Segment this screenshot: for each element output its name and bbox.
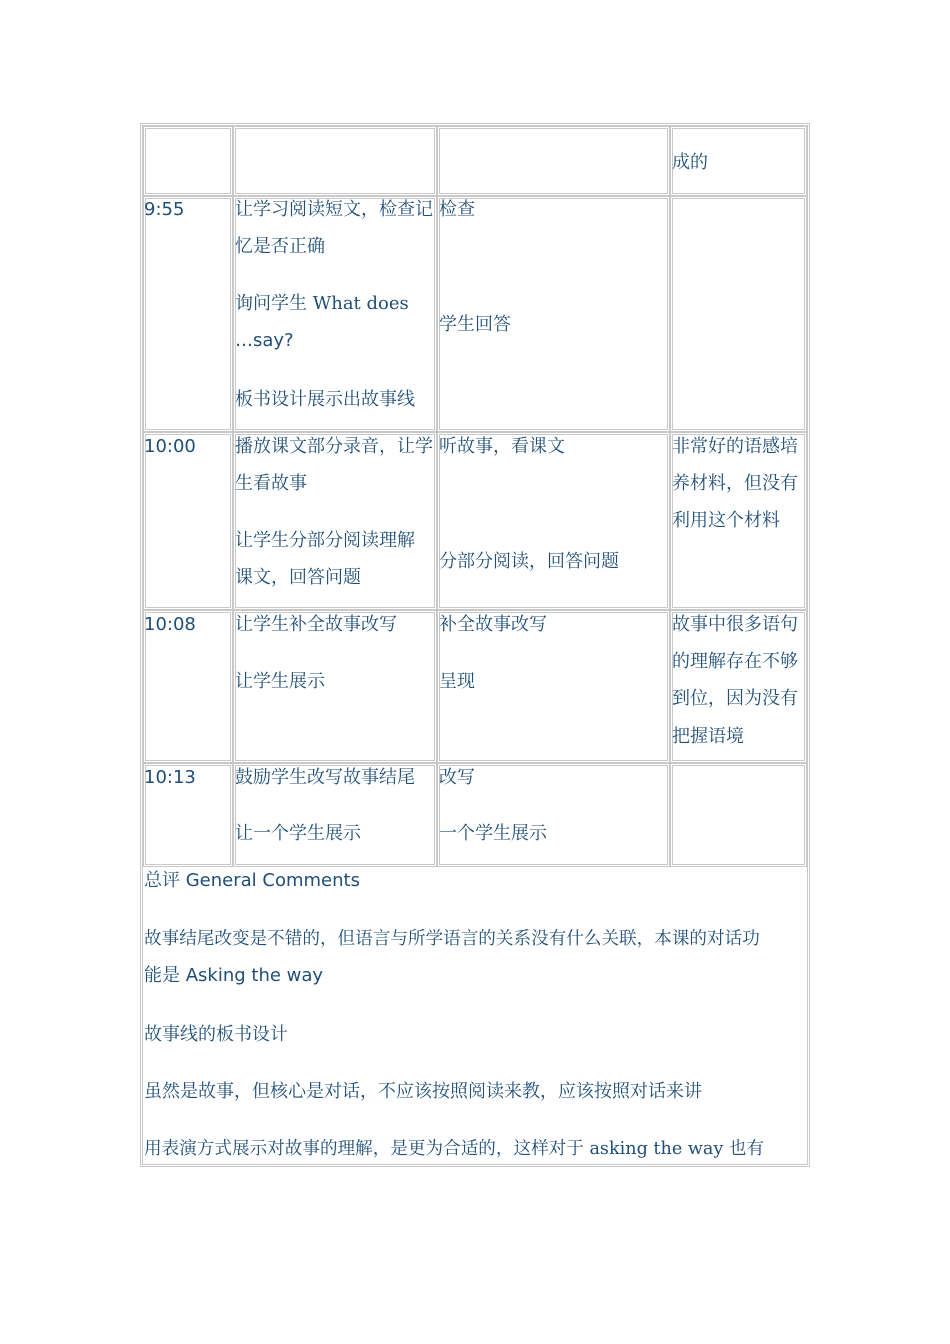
row4-time: 10:13: [144, 767, 196, 788]
row3-student-line: 补全故事改写: [439, 614, 547, 635]
row4-student-line: 一个学生展示: [439, 823, 547, 844]
row3-comment-line: 把握语境: [672, 726, 744, 747]
row0-student-cell: [437, 126, 670, 196]
row2-student-line: 分部分阅读，回答问题: [439, 551, 619, 572]
row3-time: 10:08: [144, 614, 196, 635]
general-comment-line: 故事线的板书设计: [144, 1024, 288, 1045]
row2-comment-line: 利用这个材料: [672, 510, 780, 531]
row0-time-cell: [143, 126, 233, 196]
row4-student-line: 改写: [439, 767, 475, 788]
row2-teacher-line: 课文，回答问题: [235, 567, 361, 588]
row1-teacher-line: 让学习阅读短文，检查记: [235, 199, 433, 220]
row1-time: 9:55: [144, 199, 185, 220]
row1-time-cell: [143, 196, 233, 432]
row0-teacher-cell: [233, 126, 437, 196]
row2-student-line: 听故事，看课文: [439, 436, 565, 457]
row1-teacher-line: …say?: [235, 330, 294, 351]
row2-comment-line: 养材料，但没有: [672, 473, 798, 494]
row3-comment-line: 的理解存在不够: [672, 651, 798, 672]
row3-student-line: 呈现: [439, 671, 475, 692]
row3-comment-line: 到位，因为没有: [672, 688, 798, 709]
row2-time: 10:00: [144, 436, 196, 457]
general-comment-line: 虽然是故事，但核心是对话，不应该按照阅读来教，应该按照对话来讲: [144, 1081, 702, 1102]
general-comment-line: 能是 Asking the way: [144, 965, 324, 986]
general-comments-heading: 总评 General Comments: [144, 870, 360, 891]
general-comment-line: 用表演方式展示对故事的理解，是更为合适的，这样对于 asking the way 也有: [144, 1139, 765, 1159]
row4-teacher-line: 鼓励学生改写故事结尾: [235, 767, 415, 788]
row1-student-line: 检查: [439, 199, 475, 220]
row0-comment-line: 成的: [672, 152, 708, 173]
row4-comment-cell: [670, 763, 807, 867]
row1-student-line: 学生回答: [439, 314, 511, 335]
row1-teacher-line: 板书设计展示出故事线: [235, 389, 415, 410]
row2-comment-line: 非常好的语感培: [672, 436, 798, 457]
row3-teacher-line: 让学生补全故事改写: [235, 614, 397, 635]
row1-teacher-line: 询问学生 What does: [235, 293, 409, 314]
row1-comment-cell: [670, 196, 807, 432]
row4-teacher-line: 让一个学生展示: [235, 823, 361, 844]
row3-teacher-line: 让学生展示: [235, 671, 325, 692]
row2-teacher-line: 生看故事: [235, 473, 307, 494]
row2-teacher-line: 让学生分部分阅读理解: [235, 530, 415, 551]
row1-teacher-line: 忆是否正确: [235, 236, 325, 257]
general-comment-line: 故事结尾改变是不错的，但语言与所学语言的关系没有什么关联，本课的对话功: [144, 929, 760, 949]
row2-teacher-line: 播放课文部分录音，让学: [235, 436, 433, 457]
row3-comment-line: 故事中很多语句: [672, 614, 798, 635]
